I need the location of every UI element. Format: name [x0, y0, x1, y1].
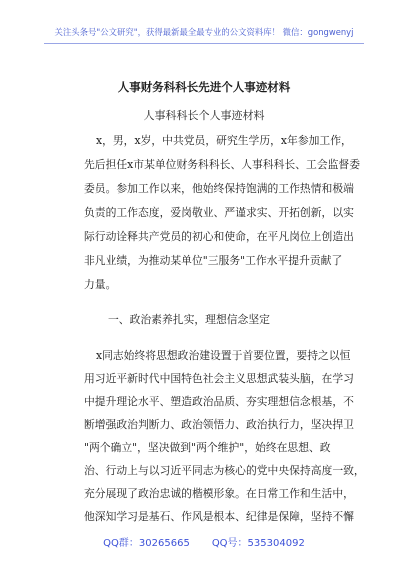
paragraph-line: 充分展现了政治忠诚的楷模形象。在日常工作和生活中，	[84, 487, 354, 500]
footer-qq-number: QQ号：535304092	[211, 538, 305, 549]
paragraph-line: x，男，x岁，中共党员，研究生学历，x年参加工作，	[96, 134, 352, 147]
section-heading: 一、政治素养扎实，理想信念坚定	[108, 313, 270, 326]
footer-qq-group: QQ群：30265665	[103, 538, 190, 549]
paragraph-line: x同志始终将思想政治建设置于首要位置，要持之以恒	[96, 349, 351, 362]
document-title: 人事财务科科长先进个人事迹材料	[117, 80, 291, 94]
paragraph-line: 负责的工作态度，爱岗敬业、严谨求实、开拓创新，以实	[84, 206, 354, 219]
paragraph-line: 他深知学习是基石、作风是根本、纪律是保障，坚持不懈	[84, 510, 354, 523]
paragraph-line: 治、行动上与以习近平同志为核心的党中央保持高度一致，	[84, 464, 365, 477]
paragraph-line: 用习近平新时代中国特色社会主义思想武装头脑，在学习	[84, 372, 354, 385]
paragraph-line: 先后担任x市某单位财务科科长、人事科科长、工会监督委	[84, 158, 361, 171]
paragraph-line: 中提升理论水平、塑造政治品质、夯实理想信念根基，不	[84, 395, 354, 408]
footer-contact	[0, 534, 408, 549]
header-note: 关注头条号"公文研究"，获得最新最全最专业的公文资料库！ 微信：gongwenyj	[54, 27, 354, 37]
paragraph-line: "两个确立"，坚决做到"两个维护"，始终在思想、政	[84, 441, 331, 454]
paragraph-line: 力量。	[84, 278, 117, 291]
header-divider	[44, 43, 364, 44]
document-subtitle: 人事科科长个人事迹材料	[143, 109, 265, 122]
paragraph-line: 委员。参加工作以来，他始终保持饱满的工作热情和极端	[84, 182, 354, 195]
paragraph-line: 非凡业绩，为推动某单位"三服务"工作水平提升贡献了	[84, 254, 343, 267]
paragraph-line: 断增强政治判断力、政治领悟力、政治执行力，坚决捍卫	[84, 418, 354, 431]
paragraph-line: 际行动诠释共产党员的初心和使命，在平凡岗位上创造出	[84, 230, 354, 243]
